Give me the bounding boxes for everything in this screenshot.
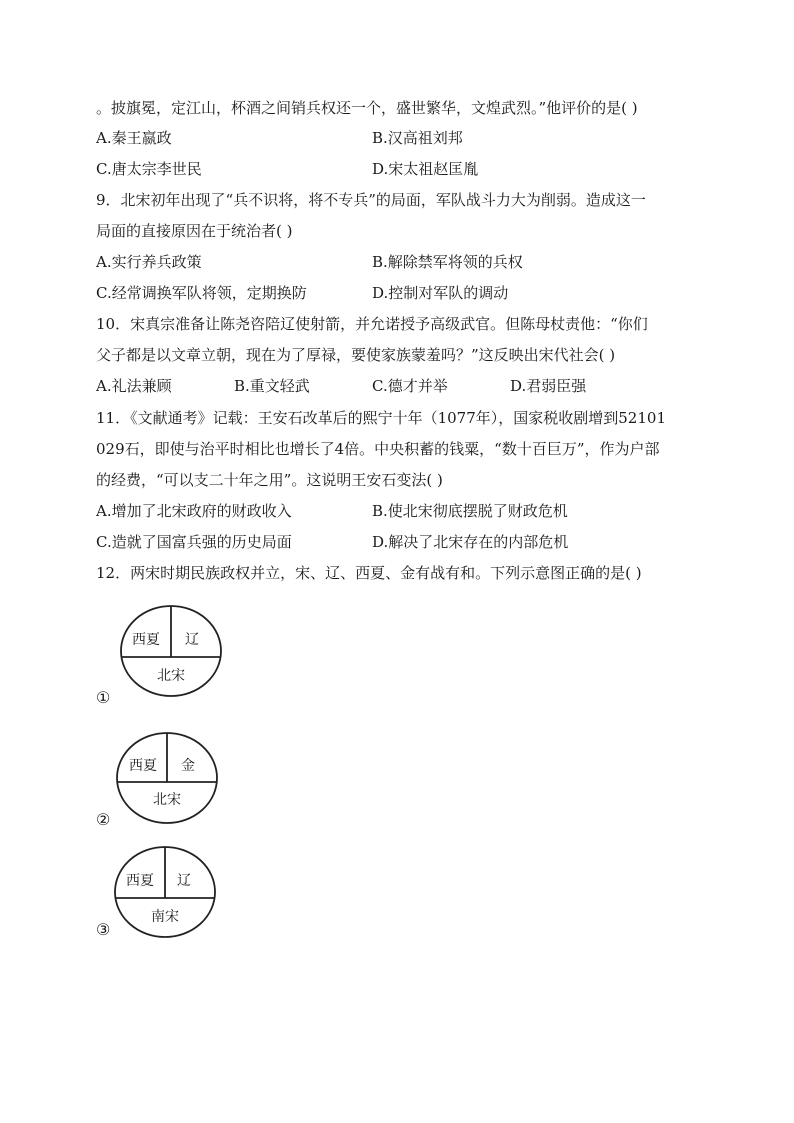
q8-option-d: D.宋太祖赵匡胤 [372, 160, 479, 178]
diagram-1-top-right-label: 辽 [185, 632, 199, 648]
q10-option-a: A.礼法兼顾 [96, 377, 172, 395]
q11-option-a: A.增加了北宋政府的财政收入 [96, 502, 292, 520]
q10-option-c: C.德才并举 [372, 377, 448, 395]
q10-option-b: B.重文轻武 [234, 377, 310, 395]
question-8-continuation: 。披旗冕，定江山，杯酒之间销兵权还一个，盛世繁华，文煌武烈。”他评价的是( ) [96, 99, 638, 117]
q11-option-b: B.使北宋彻底摆脱了财政危机 [372, 502, 568, 520]
q8-option-b: B.汉高祖刘邦 [372, 129, 463, 147]
q9-option-d: D.控制对军队的调动 [372, 284, 509, 302]
q11-stem-line3: 的经费，“可以支二十年之用”。这说明王安石变法( ) [96, 471, 443, 489]
q8-option-a: A.秦王嬴政 [96, 129, 172, 147]
q10-option-d: D.君弱臣强 [510, 377, 587, 395]
diagram-3-top-left-label: 西夏 [126, 873, 154, 889]
diagram-2 [114, 731, 222, 831]
q11-stem-line2: 029石，即使与治平时相比也增长了4倍。中央积蓄的钱粟，“数十百巨万”，作为户部 [96, 440, 660, 458]
q10-stem-line1: 10．宋真宗准备让陈尧咨陪辽使射箭，并允诺授予高级武官。但陈母杖责他：“你们 [96, 315, 648, 333]
q9-stem-line2: 局面的直接原因在于统治者( ) [96, 222, 293, 240]
diagram-2-marker: ② [96, 810, 111, 829]
q11-option-c: C.造就了国富兵强的历史局面 [96, 533, 292, 551]
q12-stem-line1: 12．两宋时期民族政权并立，宋、辽、西夏、金有战有和。下列示意图正确的是( ) [96, 564, 642, 582]
diagram-1-top-left-label: 西夏 [132, 632, 160, 648]
diagram-3-marker: ③ [96, 920, 111, 939]
diagram-1-bottom-label: 北宋 [157, 668, 185, 684]
diagram-1 [118, 604, 226, 704]
q8-option-c: C.唐太宗李世民 [96, 160, 202, 178]
q9-option-c: C.经常调换军队将领，定期换防 [96, 284, 307, 302]
q11-stem-line1: 11．《文献通考》记载：王安石改革后的熙宁十年（1077年），国家税收剧增到52101 [96, 409, 666, 427]
diagram-1-marker: ① [96, 688, 111, 707]
q9-stem-line1: 9．北宋初年出现了“兵不识将，将不专兵”的局面，军队战斗力大为削弱。造成这一 [96, 191, 646, 209]
diagram-2-top-right-label: 金 [181, 758, 195, 774]
diagram-3-bottom-label: 南宋 [151, 909, 179, 925]
q11-option-d: D.解决了北宋存在的内部危机 [372, 533, 569, 551]
diagram-3 [112, 845, 220, 945]
q9-option-b: B.解除禁军将领的兵权 [372, 253, 523, 271]
diagram-2-bottom-label: 北宋 [153, 792, 181, 808]
diagram-3-top-right-label: 辽 [177, 873, 191, 889]
q9-option-a: A.实行养兵政策 [96, 253, 202, 271]
q10-stem-line2: 父子都是以文章立朝，现在为了厚禄，要使家族蒙羞吗？”这反映出宋代社会( ) [96, 346, 616, 364]
diagram-2-top-left-label: 西夏 [129, 758, 157, 774]
